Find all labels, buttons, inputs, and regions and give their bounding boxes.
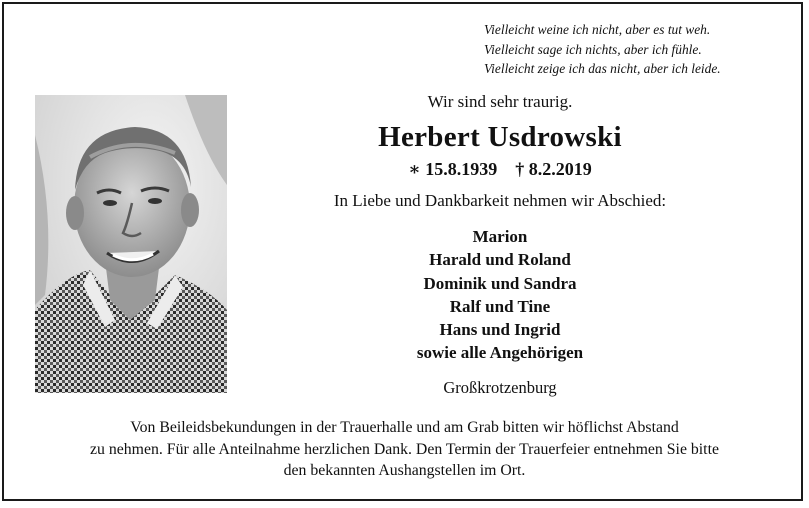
portrait-photo [35,95,227,393]
mourner-entry: Ralf und Tine [449,296,551,316]
death-date: † 8.2.2019 [515,159,592,179]
quote-line: Vielleicht weine ich nicht, aber es tut weh. [484,22,711,37]
mourner-entry: sowie alle Angehörigen [416,343,584,363]
mourner-entry: Marion [472,227,528,246]
place-name: Großkrotzenburg [443,378,557,397]
footer-notice [20,417,789,482]
mourner-entry: Dominik und Sandra [423,273,577,293]
life-dates [250,159,750,180]
footer-line: Von Beileidsbekundungen in der Trauerhalle und am Grab bitten wir höflichst Abstand [130,419,679,436]
footer-line: zu nehmen. Für alle Anteilnahme herzlichen Dank. Den Termin der Trauerfeier entnehmen Sie bitte [90,440,719,458]
mourner-entry: Harald und Roland [429,250,571,270]
birth-date: ∗ 15.8.1939 [408,159,498,179]
quote-line: Vielleicht zeige ich das nicht, aber ich leide. [484,61,721,76]
quote-line: Vielleicht sage ich nichts, aber ich fühle. [484,41,702,57]
intro-text: Wir sind sehr traurig. [427,92,573,111]
mourners-list [250,225,750,365]
poem-quote [484,20,794,79]
footer-line: den bekannten Aushangstellen im Ort. [283,462,526,479]
farewell-text: In Liebe und Dankbarkeit nehmen wir Abschied: [333,191,667,210]
deceased-name: Herbert Usdrowski [378,121,622,153]
mourner-entry: Hans und Ingrid [439,320,561,340]
